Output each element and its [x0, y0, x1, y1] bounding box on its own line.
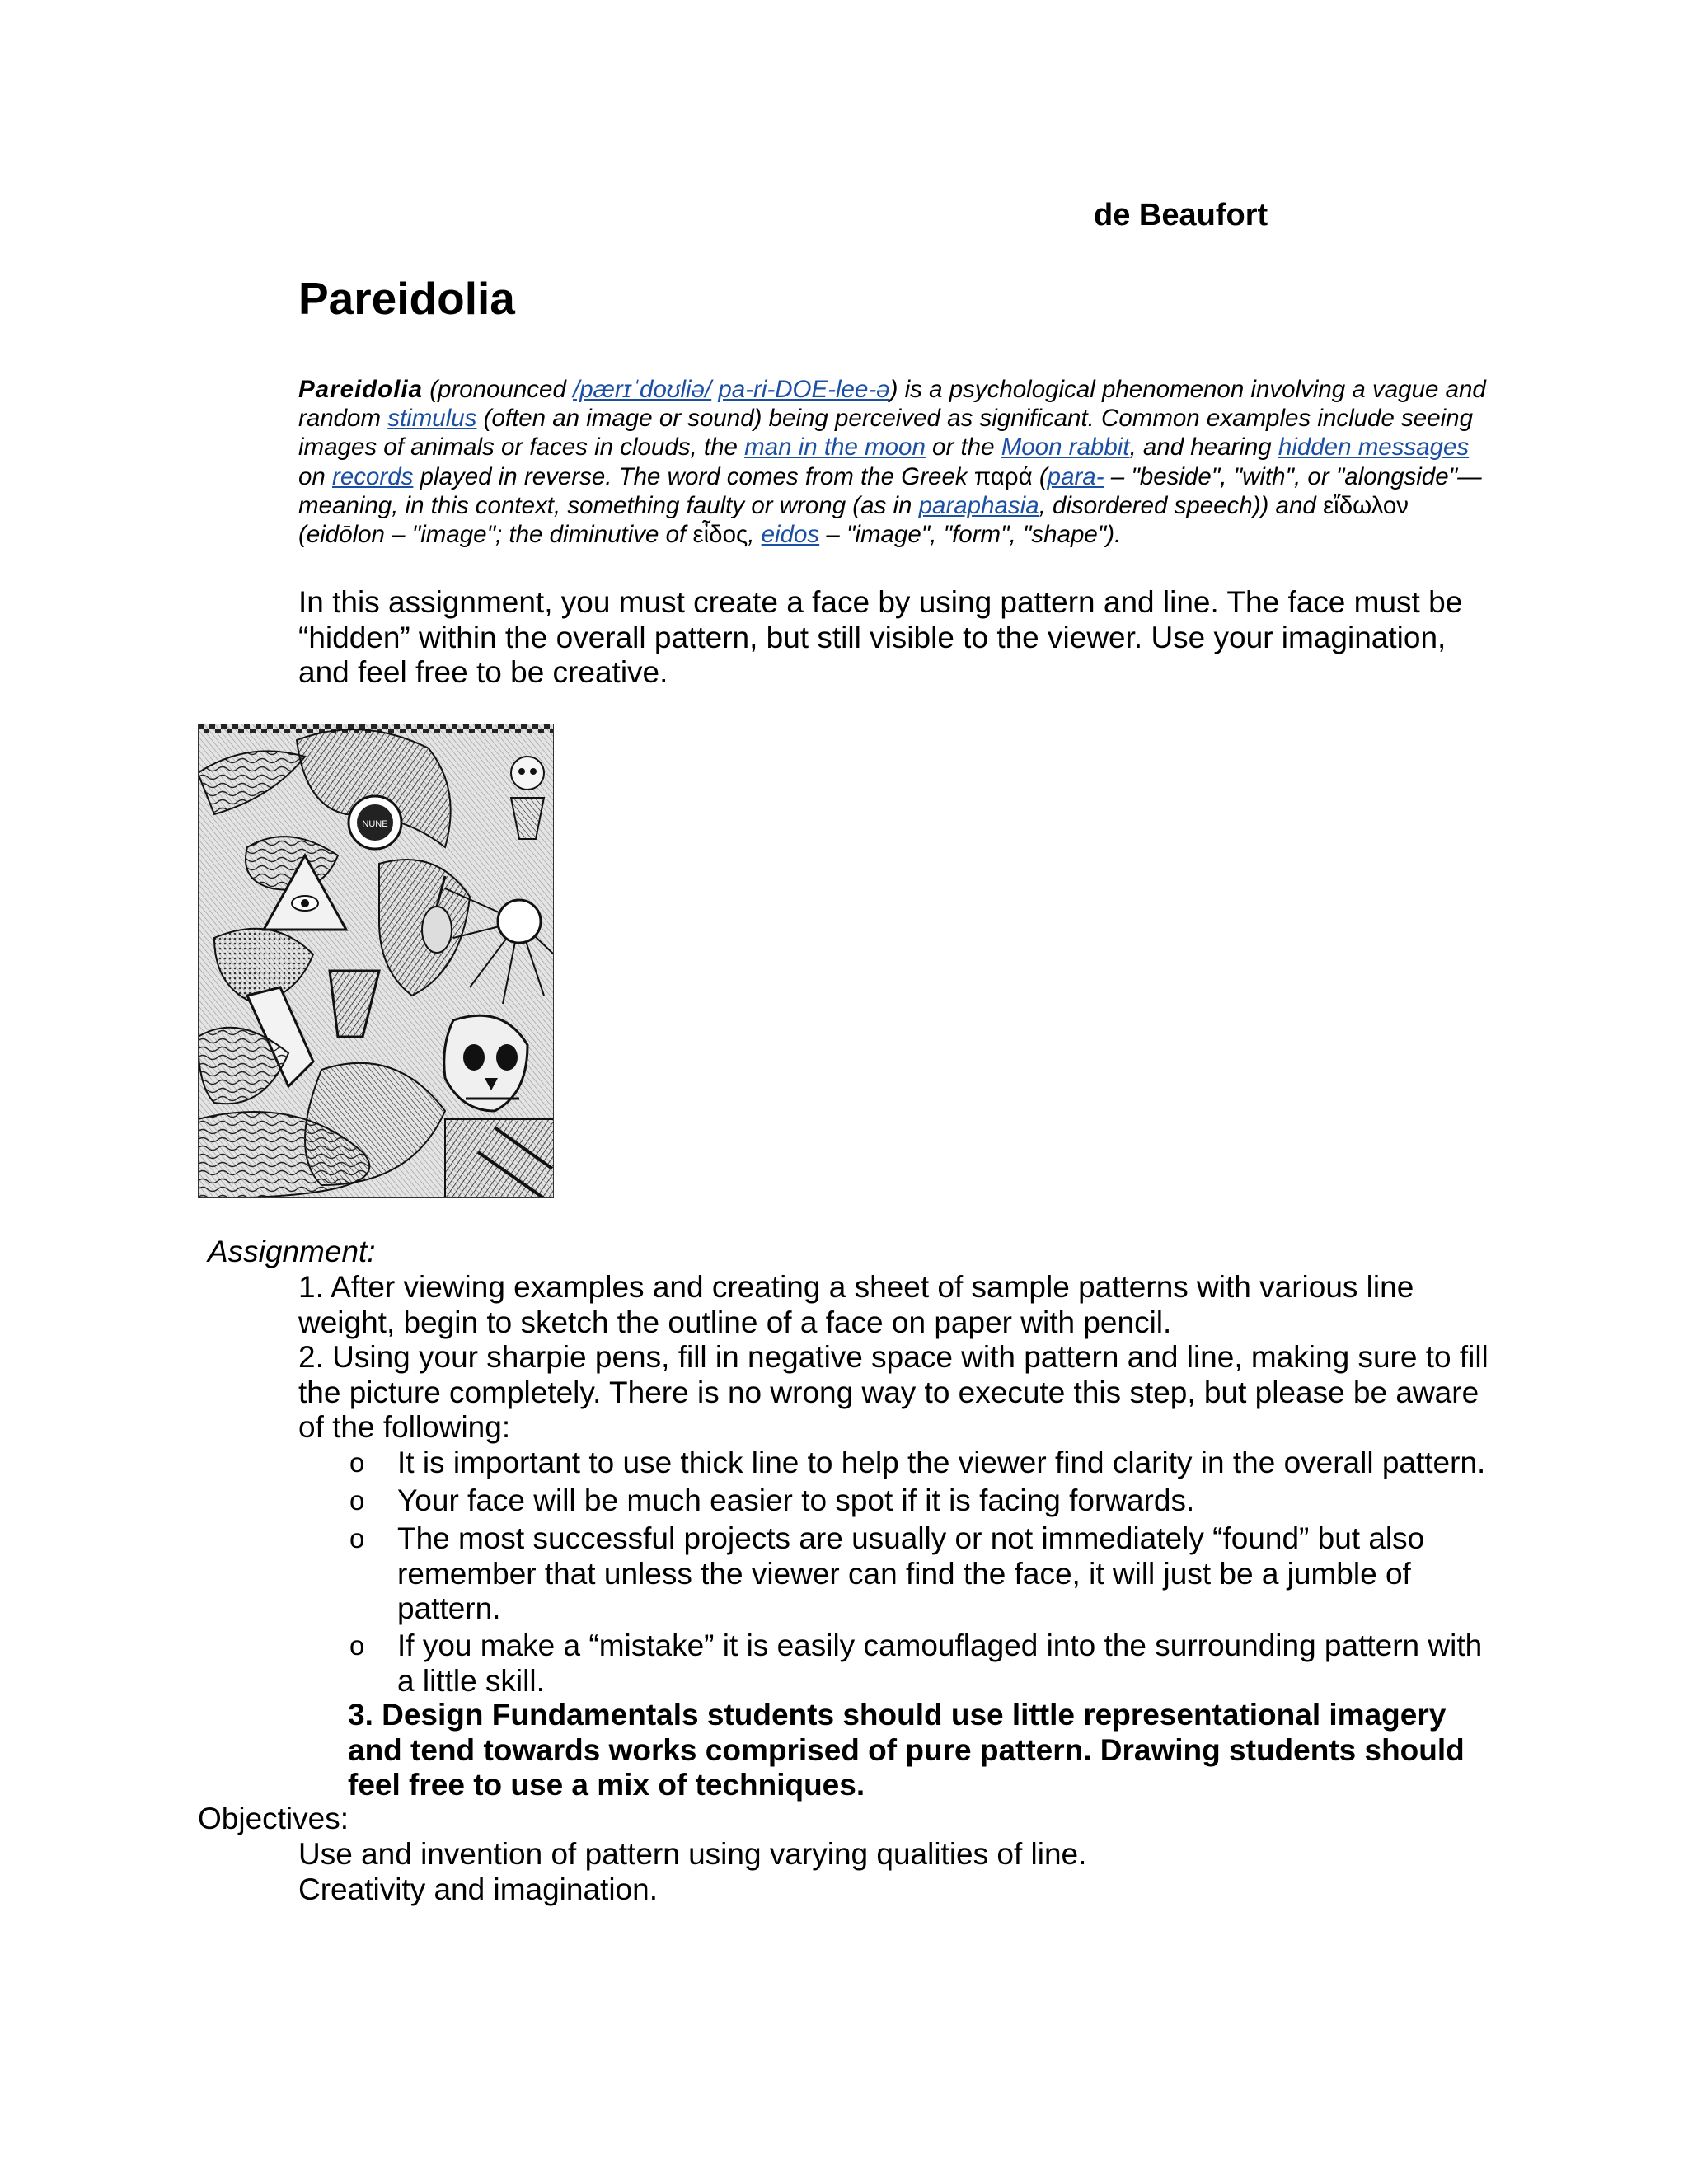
bullet-text: Your face will be much easier to spot if it is facing forwards. — [397, 1483, 1195, 1517]
definition-lead: Pareidolia — [298, 376, 424, 403]
objective-item: Creativity and imagination. — [298, 1872, 658, 1906]
stimulus-link[interactable]: stimulus — [387, 405, 477, 433]
artwork-illustration — [198, 724, 554, 1198]
assignment-label: Assignment: — [208, 1235, 376, 1268]
definition-text: ) is a psychological phenomenon involving a vague and random — [298, 376, 1486, 433]
man-in-the-moon-link[interactable]: man in the moon — [744, 434, 926, 462]
moon-rabbit-link[interactable]: Moon rabbit — [1001, 434, 1130, 462]
objectives-list — [298, 1837, 1086, 1907]
paraphasia-link[interactable]: paraphasia — [918, 491, 1039, 519]
objectives-label: Objectives: — [198, 1802, 349, 1835]
definition-paragraph — [298, 375, 1493, 549]
bullet-marker: o — [349, 1447, 365, 1478]
ipa-link[interactable]: /pærɪˈdoʊliə/ — [573, 376, 712, 403]
bullet-marker: o — [349, 1630, 365, 1661]
bullet-text: The most successful projects are usually or not immediately “found” but also remember that unless the viewer can find the face, it will just be a jumble of pattern. — [397, 1521, 1425, 1625]
assignment-steps — [298, 1270, 1502, 1446]
para-link[interactable]: para- — [1047, 462, 1104, 490]
definition-text: on — [298, 462, 333, 490]
bullet-marker: o — [349, 1485, 365, 1516]
bullet-marker: o — [349, 1523, 365, 1554]
definition-text: (often an image or sound) being perceived as significant. Common examples include seeing images of animals or faces in clouds, the — [298, 405, 1473, 462]
definition-text: ( — [1032, 462, 1048, 490]
definition-text: – "image", "form", "shape"). — [819, 521, 1122, 549]
definition-text: played in reverse. The word comes from the Greek — [413, 462, 974, 490]
objective-item: Use and invention of pattern using varying qualities of line. — [298, 1837, 1087, 1871]
artwork-eye-text: NUNE — [362, 819, 388, 829]
definition-text: , disordered speech)) and — [1039, 491, 1323, 519]
page-title: Pareidolia — [298, 273, 515, 324]
artwork-image — [198, 724, 554, 1198]
definition-text: , and hearing — [1129, 434, 1278, 462]
bullet-text: It is important to use thick line to help the viewer find clarity in the overall pattern. — [397, 1446, 1486, 1479]
greek-eidolon-word: εἴδωλον — [1322, 491, 1409, 519]
definition-text: , — [748, 521, 762, 549]
definition-text: – "beside", "with", or "alongside"—meaning, in this context, something faulty or wrong (as in — [298, 462, 1482, 519]
author-name: de Beaufort — [1094, 198, 1268, 232]
definition-text: (pronounced — [423, 376, 574, 403]
assignment-step-2: 2. Using your sharpie pens, fill in negative space with pattern and line, making sure to fill the picture completely. There is no wrong way to execute this step, but please be aware of the following: — [298, 1340, 1489, 1444]
records-link[interactable]: records — [332, 462, 414, 490]
definition-text: or the — [925, 434, 1001, 462]
hidden-messages-link[interactable]: hidden messages — [1278, 434, 1470, 462]
definition-text: (eidōlon – "image"; the diminutive of — [298, 521, 693, 549]
assignment-step-1: 1. After viewing examples and creating a sheet of sample patterns with various line weight, begin to sketch the outline of a face on paper with pencil. — [298, 1270, 1414, 1339]
intro-paragraph: In this assignment, you must create a face by using pattern and line. The face must be “hidden” within the overall pattern, but still visible to the viewer. Use your imagination, and feel free to be creative. — [298, 585, 1463, 689]
bullet-text: If you make a “mistake” it is easily camouflaged into the surrounding pattern with a little skill. — [397, 1629, 1483, 1698]
assignment-step-3: 3. Design Fundamentals students should use little representational imagery and tend towards works comprised of pure pattern. Drawing students should feel free to use a mix of techniques. — [348, 1698, 1465, 1802]
greek-eidos-word: εἶδος — [692, 521, 748, 549]
greek-para-word: παρά — [973, 462, 1033, 490]
eidos-link[interactable]: eidos — [761, 521, 820, 549]
respelling-link[interactable]: pa-ri-DOE-lee-ə — [718, 376, 890, 403]
